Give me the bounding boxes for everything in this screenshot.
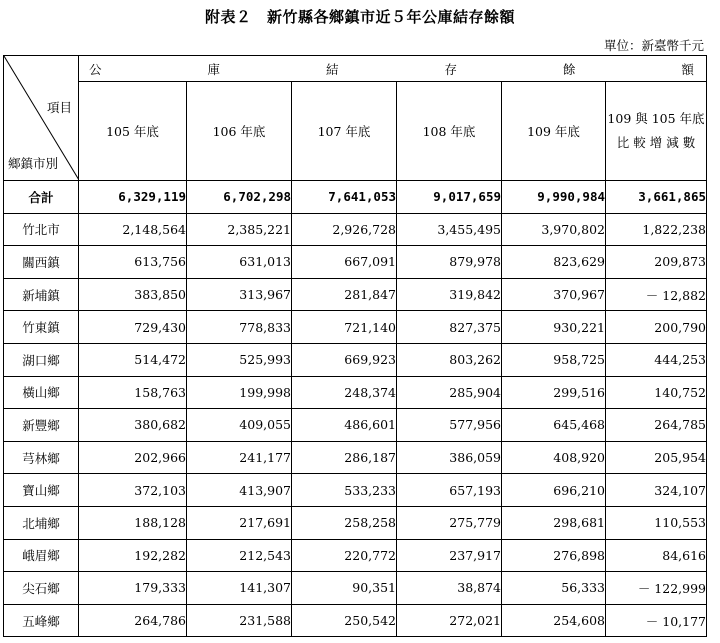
region-name: 峨眉鄉 <box>4 539 79 572</box>
document-title: 附表２ 新竹縣各鄉鎮市近５年公庫結存餘額 <box>204 8 515 26</box>
region-name: 新豐鄉 <box>4 409 79 442</box>
value-cell: 3,970,802 <box>502 213 606 246</box>
region-name: 合計 <box>4 181 79 214</box>
value-cell: 930,221 <box>502 311 606 344</box>
value-cell: 444,253 <box>606 343 707 376</box>
value-cell: － 122,999 <box>606 572 707 605</box>
value-cell: 370,967 <box>502 278 606 311</box>
table-row <box>4 409 707 442</box>
table-row <box>4 278 707 311</box>
span-header-char: 公 <box>89 61 102 77</box>
region-name: 橫山鄉 <box>4 376 79 409</box>
value-cell: 386,059 <box>397 441 502 474</box>
value-cell: 2,385,221 <box>187 213 292 246</box>
value-cell: 231,588 <box>187 604 292 637</box>
value-cell: 212,543 <box>187 539 292 572</box>
region-name: 新埔鎮 <box>4 278 79 311</box>
span-header <box>79 56 707 82</box>
value-cell: 409,055 <box>187 409 292 442</box>
value-cell: 696,210 <box>502 474 606 507</box>
diagonal-header-cell <box>4 56 79 181</box>
year-header: 106 年底 <box>187 82 292 181</box>
value-cell: 205,954 <box>606 441 707 474</box>
value-cell: 408,920 <box>502 441 606 474</box>
span-header-char: 結 <box>325 61 339 77</box>
value-cell: 383,850 <box>79 278 187 311</box>
value-cell: 823,629 <box>502 246 606 279</box>
value-cell: 380,682 <box>79 409 187 442</box>
value-cell: 7,641,053 <box>292 181 397 214</box>
value-cell: 141,307 <box>187 572 292 605</box>
value-cell: 6,329,119 <box>79 181 187 214</box>
value-cell: 3,455,495 <box>397 213 502 246</box>
value-cell: 199,998 <box>187 376 292 409</box>
value-cell: 533,233 <box>292 474 397 507</box>
value-cell: 319,842 <box>397 278 502 311</box>
value-cell: 645,468 <box>502 409 606 442</box>
year-header: 107 年底 <box>292 82 397 181</box>
region-name: 芎林鄉 <box>4 441 79 474</box>
fund-balance-table <box>3 55 707 637</box>
value-cell: 254,608 <box>502 604 606 637</box>
value-cell: 577,956 <box>397 409 502 442</box>
value-cell: 827,375 <box>397 311 502 344</box>
value-cell: 188,128 <box>79 506 187 539</box>
value-cell: 372,103 <box>79 474 187 507</box>
value-cell: － 10,177 <box>606 604 707 637</box>
value-cell: 525,993 <box>187 343 292 376</box>
table-row <box>4 213 707 246</box>
table-row <box>4 539 707 572</box>
value-cell: 84,616 <box>606 539 707 572</box>
table-row <box>4 506 707 539</box>
span-header-char: 存 <box>444 61 457 77</box>
value-cell: 237,917 <box>397 539 502 572</box>
value-cell: 778,833 <box>187 311 292 344</box>
value-cell: 803,262 <box>397 343 502 376</box>
value-cell: 258,258 <box>292 506 397 539</box>
value-cell: 879,978 <box>397 246 502 279</box>
value-cell: － 12,882 <box>606 278 707 311</box>
value-cell: 281,847 <box>292 278 397 311</box>
value-cell: 2,926,728 <box>292 213 397 246</box>
table-row <box>4 246 707 279</box>
value-cell: 202,966 <box>79 441 187 474</box>
value-cell: 276,898 <box>502 539 606 572</box>
table-row <box>4 343 707 376</box>
span-header-char: 餘 <box>562 61 576 77</box>
year-header: 108 年底 <box>397 82 502 181</box>
table-row <box>4 604 707 637</box>
value-cell: 209,873 <box>606 246 707 279</box>
value-cell: 1,822,238 <box>606 213 707 246</box>
table-row <box>4 441 707 474</box>
value-cell: 110,553 <box>606 506 707 539</box>
value-cell: 285,904 <box>397 376 502 409</box>
region-name: 竹北市 <box>4 213 79 246</box>
value-cell: 158,763 <box>79 376 187 409</box>
table-row <box>4 376 707 409</box>
value-cell: 220,772 <box>292 539 397 572</box>
value-cell: 140,752 <box>606 376 707 409</box>
value-cell: 631,013 <box>187 246 292 279</box>
span-header-char: 額 <box>681 61 694 77</box>
value-cell: 313,967 <box>187 278 292 311</box>
item-label: 項目 <box>46 100 72 115</box>
value-cell: 192,282 <box>79 539 187 572</box>
value-cell: 486,601 <box>292 409 397 442</box>
value-cell: 56,333 <box>502 572 606 605</box>
value-cell: 2,148,564 <box>79 213 187 246</box>
value-cell: 272,021 <box>397 604 502 637</box>
region-name: 寶山鄉 <box>4 474 79 507</box>
value-cell: 729,430 <box>79 311 187 344</box>
value-cell: 179,333 <box>79 572 187 605</box>
value-cell: 275,779 <box>397 506 502 539</box>
region-name: 關西鎮 <box>4 246 79 279</box>
value-cell: 324,107 <box>606 474 707 507</box>
value-cell: 3,661,865 <box>606 181 707 214</box>
value-cell: 38,874 <box>397 572 502 605</box>
value-cell: 413,907 <box>187 474 292 507</box>
year-header: 109 年底 <box>502 82 606 181</box>
value-cell: 298,681 <box>502 506 606 539</box>
value-cell: 250,542 <box>292 604 397 637</box>
value-cell: 657,193 <box>397 474 502 507</box>
value-cell: 241,177 <box>187 441 292 474</box>
table-row <box>4 311 707 344</box>
value-cell: 6,702,298 <box>187 181 292 214</box>
value-cell: 248,374 <box>292 376 397 409</box>
value-cell: 90,351 <box>292 572 397 605</box>
value-cell: 299,516 <box>502 376 606 409</box>
region-name: 竹東鎮 <box>4 311 79 344</box>
region-name: 五峰鄉 <box>4 604 79 637</box>
value-cell: 721,140 <box>292 311 397 344</box>
region-name: 湖口鄉 <box>4 343 79 376</box>
value-cell: 264,786 <box>79 604 187 637</box>
value-cell: 200,790 <box>606 311 707 344</box>
value-cell: 286,187 <box>292 441 397 474</box>
value-cell: 958,725 <box>502 343 606 376</box>
value-cell: 9,017,659 <box>397 181 502 214</box>
region-name: 北埔鄉 <box>4 506 79 539</box>
value-cell: 613,756 <box>79 246 187 279</box>
region-name: 尖石鄉 <box>4 572 79 605</box>
unit-note: 單位：新臺幣千元 <box>603 38 704 53</box>
value-cell: 667,091 <box>292 246 397 279</box>
value-cell: 514,472 <box>79 343 187 376</box>
table-row <box>4 572 707 605</box>
value-cell: 9,990,984 <box>502 181 606 214</box>
total-row <box>4 181 707 214</box>
table-row <box>4 474 707 507</box>
value-cell: 217,691 <box>187 506 292 539</box>
span-header-char: 庫 <box>207 61 220 77</box>
value-cell: 264,785 <box>606 409 707 442</box>
value-cell: 669,923 <box>292 343 397 376</box>
year-header: 105 年底 <box>79 82 187 181</box>
compare-header: 109 與 105 年底 比 較 增 減 數 <box>606 82 707 181</box>
region-label: 鄉鎮市別 <box>8 156 59 171</box>
